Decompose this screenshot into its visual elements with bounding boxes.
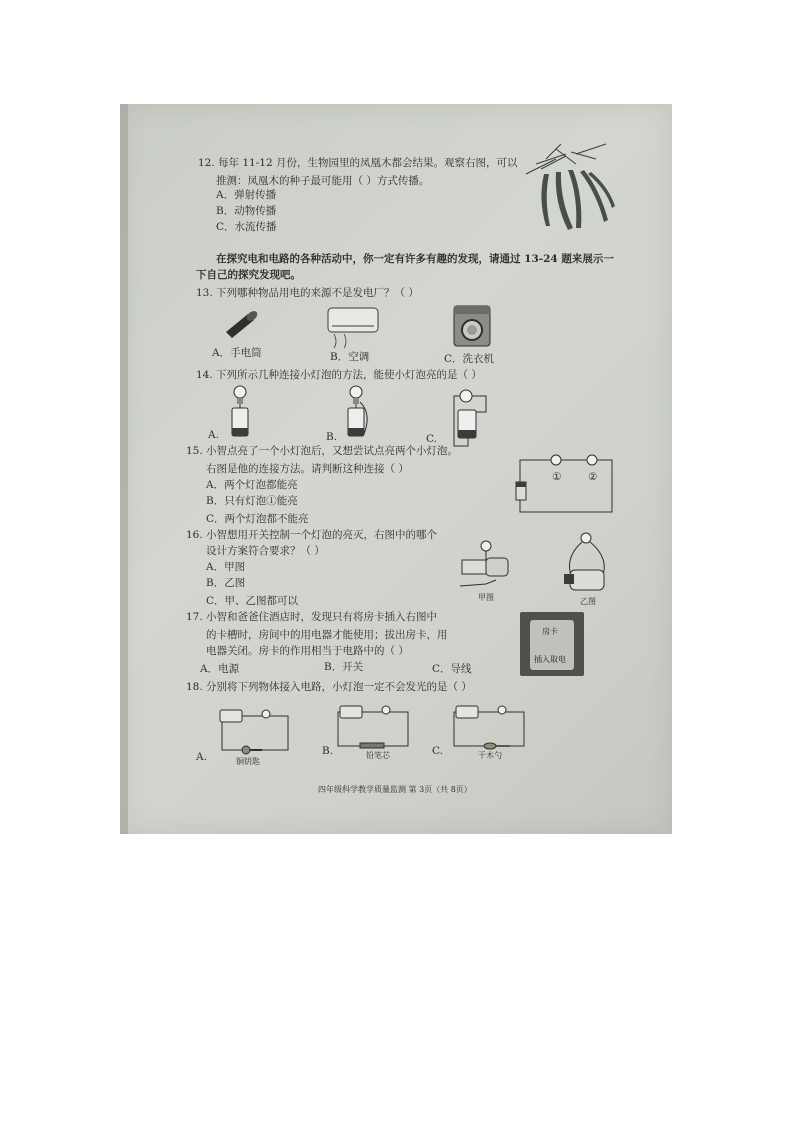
page-footer: 四年级科学教学质量监测 第 3页（共 8页） bbox=[318, 785, 472, 794]
q15-option-a: A．两个灯泡都能亮 bbox=[206, 479, 298, 491]
room-card-slot-photo bbox=[520, 612, 584, 676]
switch-circuit-yi bbox=[560, 530, 616, 598]
two-bulb-circuit-diagram bbox=[516, 450, 616, 516]
circuit-with-pencil-lead bbox=[334, 702, 412, 754]
bulb-battery-circuit-c bbox=[452, 386, 492, 442]
q16-line2: 设计方案符合要求？（ ） bbox=[206, 545, 325, 557]
q15-option-c: C．两个灯泡都不能亮 bbox=[206, 513, 309, 525]
q14-option-c: C. bbox=[426, 433, 437, 445]
q15-line2: 右图是他的连接方法。请判断这种连接（ ） bbox=[206, 463, 409, 475]
section-intro-line2: 下自己的探究发现吧。 bbox=[196, 269, 301, 281]
q18-option-a: A. bbox=[196, 751, 207, 763]
q15-line1: 15. 小智点亮了一个小灯泡后，又想尝试点亮两个小灯泡。 bbox=[186, 445, 459, 457]
q17-line3: 电器关闭。房卡的作用相当于电路中的（ ） bbox=[206, 645, 409, 657]
q12-option-c: C．水流传播 bbox=[216, 221, 277, 233]
bulb-battery-circuit-b bbox=[342, 384, 378, 440]
q12-line1: 12. 每年 11-12 月份，生物园里的凤凰木都会结果。观察右图，可以 bbox=[198, 157, 518, 169]
q13-option-c: C．洗衣机 bbox=[444, 353, 495, 365]
q15-bulb-label-1: ① bbox=[552, 471, 562, 483]
q14-option-b: B. bbox=[326, 431, 338, 443]
washing-machine-image bbox=[450, 302, 494, 350]
q13-stem: 13. 下列哪种物品用电的来源不是发电厂？（ ） bbox=[196, 287, 419, 299]
q16-option-c: C．甲、乙图都可以 bbox=[206, 595, 299, 607]
flashlight-image bbox=[222, 308, 262, 338]
q18-option-b: B. bbox=[322, 745, 334, 757]
q12-option-b: B．动物传播 bbox=[216, 205, 277, 217]
q14-stem: 14. 下列所示几种连接小灯泡的方法，能使小灯泡亮的是（ ） bbox=[196, 369, 482, 381]
q18-object-pencil-lead: 铅笔芯 bbox=[366, 751, 390, 760]
q12-option-a: A．弹射传播 bbox=[216, 189, 277, 201]
page-edge-shadow bbox=[120, 104, 128, 834]
q18-stem: 18. 分别将下列物体接入电路，小灯泡一定不会发光的是（ ） bbox=[186, 681, 472, 693]
bulb-battery-circuit-a bbox=[228, 384, 258, 440]
flame-tree-pods-image bbox=[516, 144, 616, 236]
room-card-label: 房卡 bbox=[542, 627, 558, 636]
q18-option-c: C. bbox=[432, 745, 443, 757]
section-intro-line1: 在探究电和电路的各种活动中，你一定有许多有趣的发现，请通过 13-24 题来展示一 bbox=[216, 253, 614, 265]
q18-object-wooden-spoon: 干木勺 bbox=[478, 751, 502, 760]
q17-option-c: C．导线 bbox=[432, 663, 472, 675]
q18-object-copper-key: 铜钥匙 bbox=[236, 757, 260, 766]
q13-option-b: B．空调 bbox=[330, 351, 370, 363]
q17-line1: 17. 小智和爸爸住酒店时，发现只有将房卡插入右图中 bbox=[186, 611, 438, 623]
circuit-with-copper-key bbox=[216, 706, 292, 758]
circuit-with-wooden-spoon bbox=[450, 702, 528, 754]
q16-fig-label-jia: 甲图 bbox=[478, 593, 494, 602]
q16-option-a: A．甲图 bbox=[206, 561, 246, 573]
q16-fig-label-yi: 乙图 bbox=[580, 597, 596, 606]
q15-bulb-label-2: ② bbox=[588, 471, 598, 483]
q14-option-a: A. bbox=[208, 429, 219, 441]
q16-option-b: B．乙图 bbox=[206, 577, 246, 589]
q17-option-a: A．电源 bbox=[200, 663, 240, 675]
card-slot-label: 插入取电 bbox=[534, 655, 566, 664]
q16-line1: 16. 小智想用开关控制一个灯泡的亮灭，右图中的哪个 bbox=[186, 529, 438, 541]
q15-option-b: B．只有灯泡①能亮 bbox=[206, 495, 298, 507]
q17-line2: 的卡槽时，房间中的用电器才能使用；拔出房卡，用 bbox=[206, 629, 448, 641]
switch-circuit-jia bbox=[456, 536, 518, 592]
q13-option-a: A．手电筒 bbox=[212, 347, 262, 359]
q12-line2: 推测：凤凰木的种子最可能用（ ）方式传播。 bbox=[216, 175, 430, 187]
air-conditioner-image bbox=[324, 306, 382, 350]
q17-option-b: B．开关 bbox=[324, 661, 364, 673]
